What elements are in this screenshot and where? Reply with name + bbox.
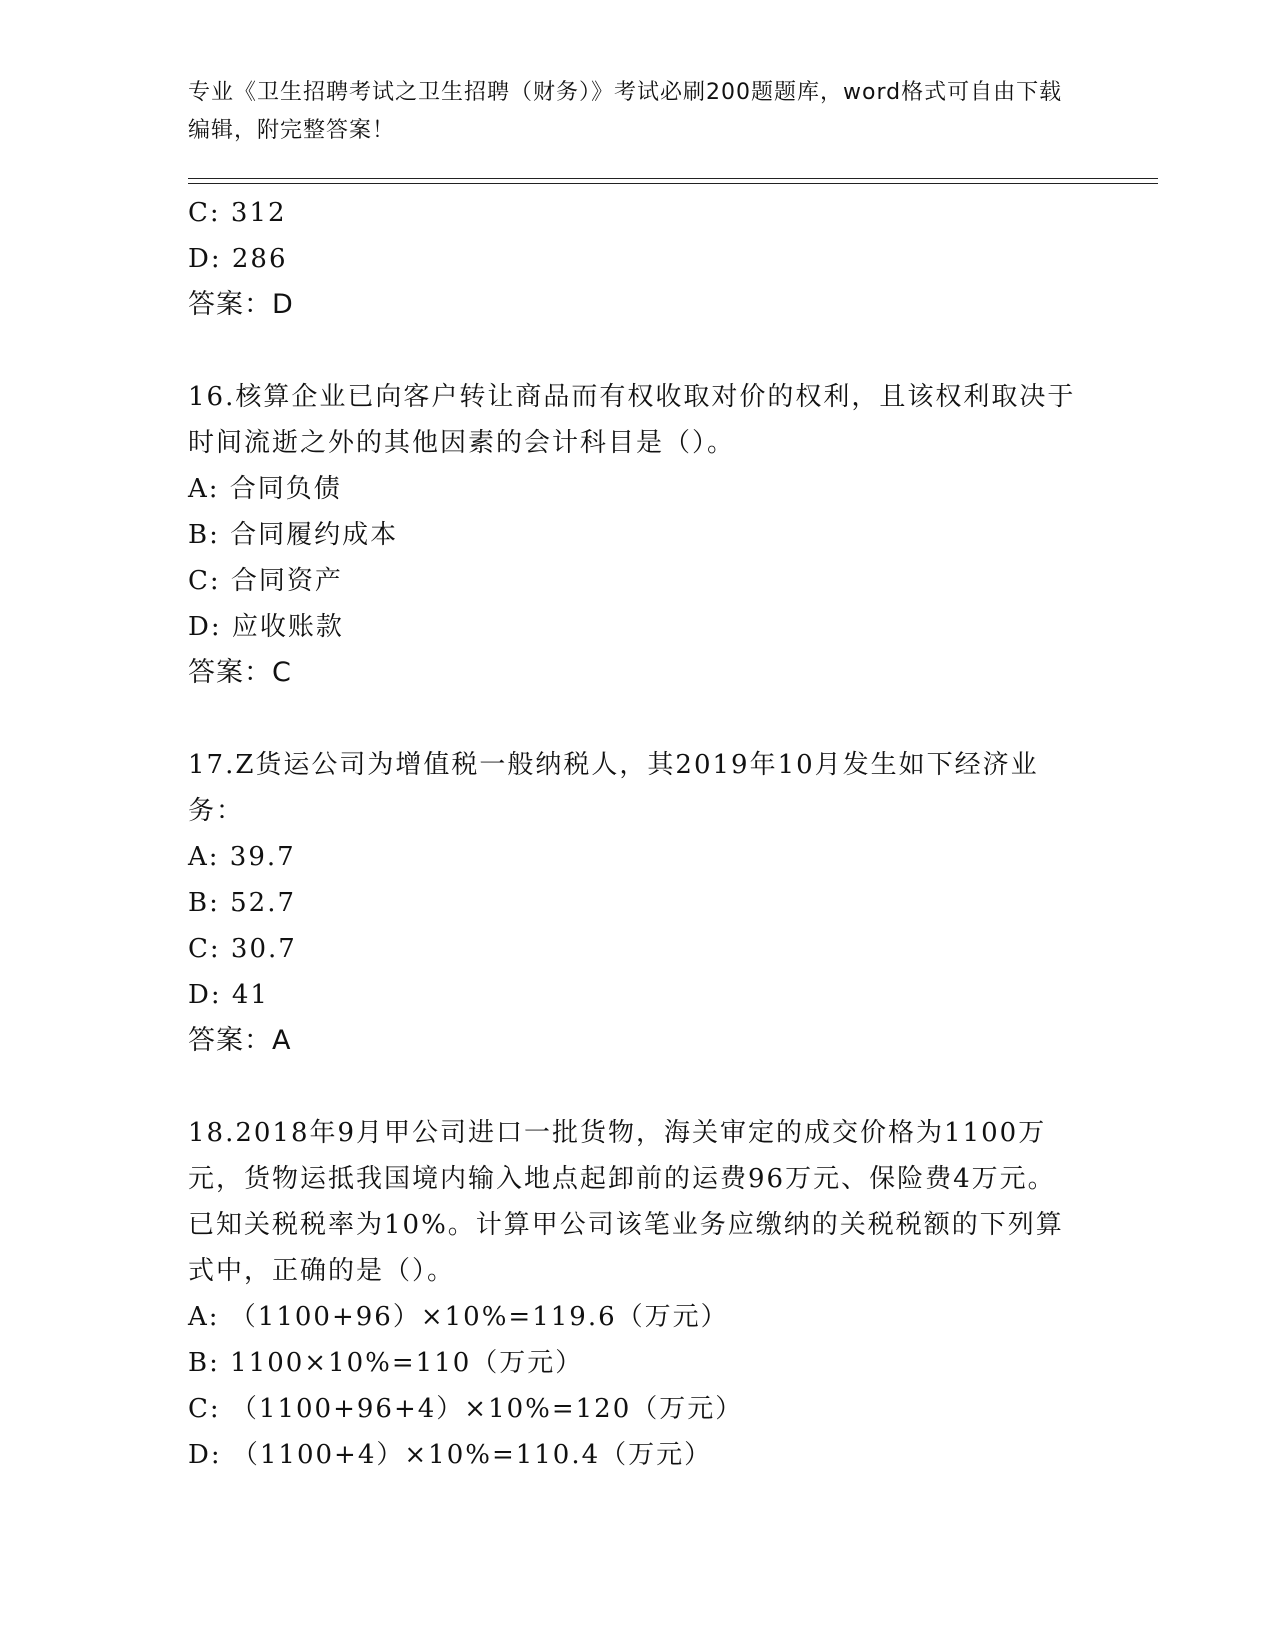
spacer [188, 1064, 1088, 1110]
question-18 [188, 1110, 1088, 1478]
question-stem: 18.2018年9月甲公司进口一批货物，海关审定的成交价格为1100万元，货物运抵我国境内输入地点起卸前的运费96万元、保险费4万元。已知关税税率为10%。计算甲公司该笔业务应缴纳的关税税额的下列算式中，正确的是（）。 [188, 1118, 1064, 1286]
option-d: D: 286 [188, 244, 288, 274]
answer-line: 答案：C [188, 657, 292, 688]
option-c: C: 312 [188, 198, 287, 228]
option-a: A: 39.7 [188, 842, 296, 872]
question-15-tail [188, 190, 1088, 328]
question-stem: 17.Z货运公司为增值税一般纳税人，其2019年10月发生如下经济业务： [188, 750, 1039, 826]
question-16 [188, 374, 1088, 696]
answer-line: 答案：A [188, 1025, 292, 1056]
option-a: A: 合同负债 [188, 474, 342, 504]
document-header: 专业《卫生招聘考试之卫生招聘（财务）》考试必刷200题题库，word格式可自由下载编辑，附完整答案！ [188, 80, 1063, 143]
option-d: D: 应收账款 [188, 612, 344, 642]
question-17 [188, 742, 1088, 1064]
spacer [188, 328, 1088, 374]
spacer [188, 696, 1088, 742]
option-b: B: 合同履约成本 [188, 520, 399, 550]
question-stem: 16.核算企业已向客户转让商品而有权收取对价的权利，且该权利取决于时间流逝之外的其他因素的会计科目是（）。 [188, 382, 1076, 458]
option-c: C: 合同资产 [188, 566, 343, 596]
option-c: C: （1100+96+4）×10%=120（万元） [188, 1394, 744, 1424]
answer-line: 答案：D [188, 289, 294, 320]
question-list [188, 190, 1088, 1478]
option-b: B: 1100×10%=110（万元） [188, 1348, 584, 1378]
header-divider-bottom [188, 183, 1158, 184]
option-d: D: （1100+4）×10%=110.4（万元） [188, 1440, 713, 1470]
option-b: B: 52.7 [188, 888, 297, 918]
option-d: D: 41 [188, 980, 269, 1010]
option-c: C: 30.7 [188, 934, 297, 964]
header-divider-top [188, 178, 1158, 179]
option-a: A: （1100+96）×10%=119.6（万元） [188, 1302, 729, 1332]
